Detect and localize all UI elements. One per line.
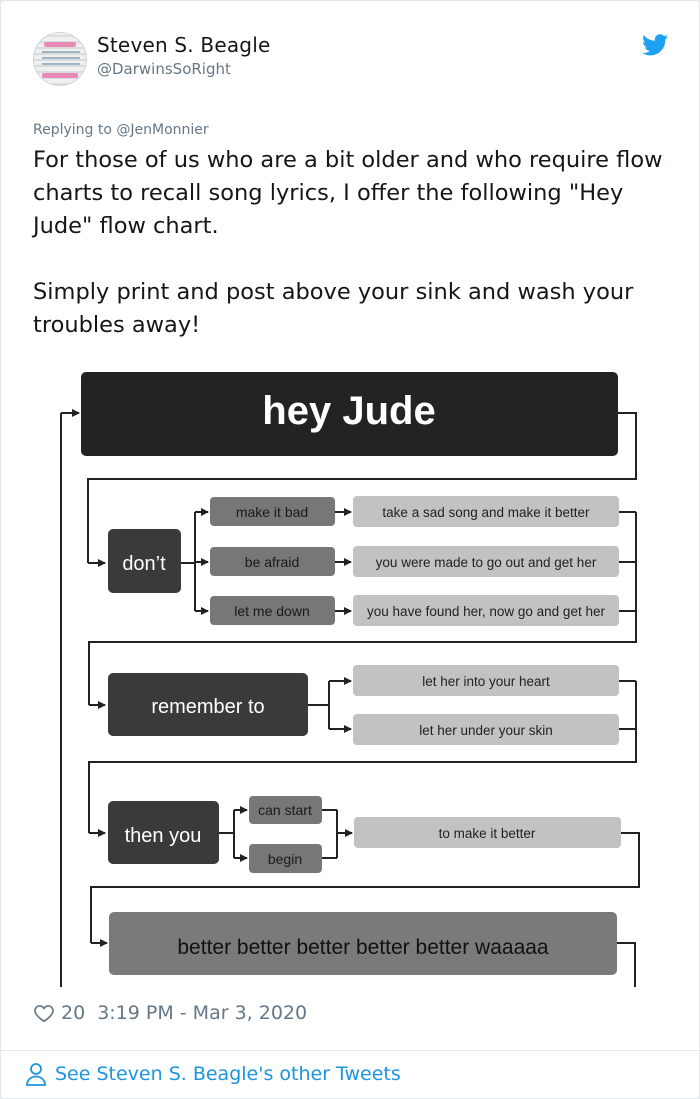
flow-branch-text: make it bad xyxy=(235,504,309,520)
flow-result-text: you have found her, now go and get her xyxy=(367,604,605,619)
author-name[interactable]: Steven S. Beagle xyxy=(97,33,271,57)
heart-outline-icon[interactable] xyxy=(33,1002,55,1024)
tweet-text xyxy=(33,144,673,342)
tweet-paragraph-2: Simply print and post above your sink and wash your troubles away! xyxy=(33,279,641,338)
flow-then-you-text: then you xyxy=(124,825,202,847)
flow-result-text: take a sad song and make it better xyxy=(382,505,590,520)
flow-branch-text: be afraid xyxy=(244,554,300,570)
flow-remember-text: remember to xyxy=(151,696,265,718)
twitter-bird-icon[interactable] xyxy=(642,34,668,56)
person-outline-icon xyxy=(25,1062,47,1086)
flow-branch-text: can start xyxy=(258,802,312,818)
avatar[interactable] xyxy=(33,32,87,86)
flow-result-text: you were made to go out and get her xyxy=(375,555,597,570)
flow-result-text: to make it better xyxy=(438,826,536,841)
flow-finale-text: better better better better better waaaaa xyxy=(177,936,549,959)
replying-to xyxy=(33,122,209,138)
flow-branch-text: let me down xyxy=(234,603,310,619)
tweet-paragraph-1: For those of us who are a bit older and who require flow charts to recall song lyrics, I offer the following "Hey Jude" flow chart. xyxy=(33,147,670,239)
like-count[interactable]: 20 xyxy=(61,1002,86,1024)
flow-result-text: let her under your skin xyxy=(419,723,553,738)
replying-handle-link[interactable]: @JenMonnier xyxy=(116,122,209,138)
see-other-tweets-link[interactable] xyxy=(25,1062,401,1086)
footer-divider xyxy=(1,1050,700,1051)
replying-prefix: Replying to xyxy=(33,122,117,138)
author-handle[interactable]: @DarwinsSoRight xyxy=(97,60,231,78)
flow-title-text: hey Jude xyxy=(262,389,436,433)
flow-dont-text: don’t xyxy=(122,553,166,575)
flow-branch-text: begin xyxy=(267,851,303,867)
flow-result-text: let her into your heart xyxy=(422,674,550,689)
flowchart-image[interactable] xyxy=(33,357,669,987)
tweet-timestamp[interactable]: 3:19 PM - Mar 3, 2020 xyxy=(97,1002,308,1024)
tweet-footer xyxy=(33,999,307,1027)
see-other-tweets-label: See Steven S. Beagle's other Tweets xyxy=(55,1063,401,1085)
